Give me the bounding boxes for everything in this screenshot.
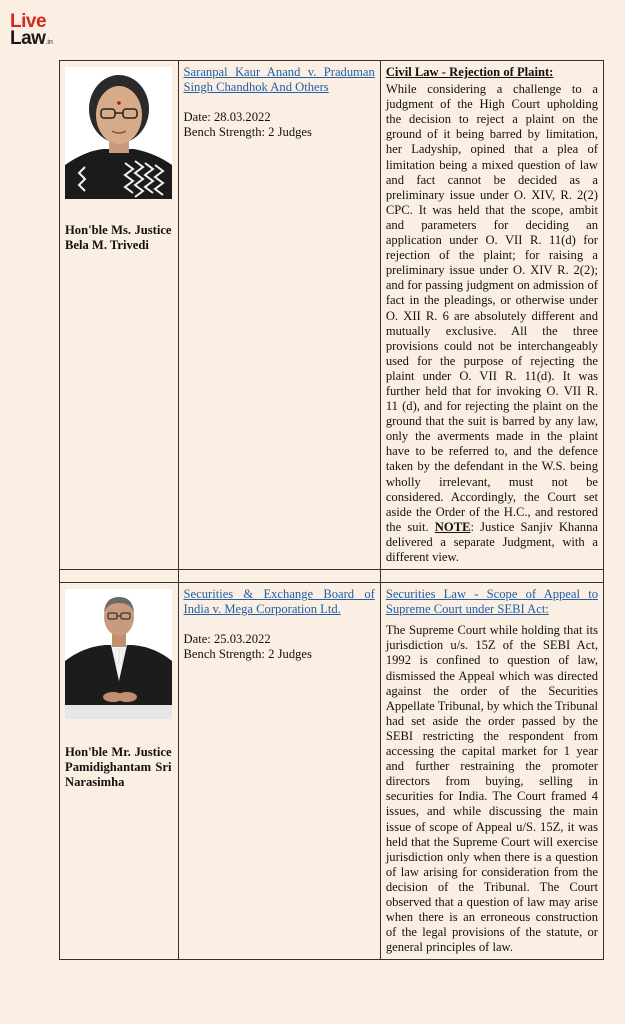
- judge-name: Hon'ble Ms. Justice Bela M. Trivedi: [65, 223, 172, 253]
- summary-text: While considering a challenge to a judgment of the High Court upholding the decision to reject a plaint on the ground of it being barred by limitation, her Ladyship, opined that a plea of limitation being a mixed question of law and fact cannot be decided as a preliminary issue under O. XIV, R. 2(2) CPC. It was held that the scope, ambit and parameters for deciding an application under O. VII R. 11(d) for rejection of the plaint; for raising a preliminary issue under O. XIV R. 2(2); and for passing judgment on admission of fact in the pleadings, or otherwise under O. XII R. 6 are absolutely different and mutually exclusive. All the three provisions could not be interchangeably used for the purpose of rejecting the plaint under O. VII R. 11(d). It was further held that for invoking O. VII R. 11 (d), and for rejecting the plaint on the ground that the suit is barred by any law, only the averments made in the plaint have to be referred to, and the defence taken by the defendant in the W.S. being wholly irrelevant, must not be considered. Accordingly, the Court set aside the Order of the H.C., and restored the suit.: [385, 82, 598, 534]
- case-date: Date: 28.03.2022: [183, 110, 271, 125]
- case-title-link[interactable]: Saranpal Kaur Anand v. Praduman Singh Chandhok And Others: [183, 65, 375, 95]
- bench-strength: Bench Strength: 2 Judges: [183, 125, 312, 140]
- case-date: Date: 25.03.2022: [183, 632, 271, 647]
- judge-cell: [60, 583, 179, 960]
- judge-name: Hon'ble Mr. Justice Pamidighantam Sri Narasimha: [65, 745, 172, 790]
- summary-cell: [380, 583, 603, 960]
- judge-portrait-image: [65, 589, 172, 719]
- summary-text: The Supreme Court while holding that its jurisdiction u/s. 15Z of the SEBI Act, 1992 is confined to question of law, dismissed the Appeal which was directed against the order of the Securities Appellate Tribunal, by which the Tribunal had set aside the order passed by the SEBI restricting the respondent from accessing the capital market for 1 year and further restraining the promoter directors from buying, selling in securities for India. The Court framed 4 issues, and while discussing the main issue of scope of Appeal u/S. 15Z, it was held that the Supreme Court will exercise jurisdiction only when there is a question of law arising for consideration from the decision of the Tribunal. The Court observed that a question of law may arise when there is an erroneous construction of the legal provisions of the statute, or general principles of law.: [385, 623, 598, 955]
- summary-heading-link[interactable]: Securities Law - Scope of Appeal to Supreme Court under SEBI Act:: [385, 587, 598, 617]
- note-text: : Justice Sanjiv Khanna delivered a separate Judgment, with a different view.: [385, 519, 598, 564]
- judge-cell: [60, 61, 179, 570]
- bench-strength: Bench Strength: 2 Judges: [183, 647, 312, 662]
- note-label: NOTE: [434, 519, 471, 534]
- case-info-cell: [178, 583, 380, 960]
- judgments-table: [59, 60, 604, 960]
- logo-law-text: Law: [10, 28, 46, 49]
- summary-cell: [380, 61, 603, 570]
- summary-heading: Civil Law - Rejection of Plaint:: [385, 65, 554, 79]
- case-info-cell: [178, 61, 380, 570]
- spacer-cell: [178, 570, 380, 583]
- logo-live-text: Live: [10, 11, 47, 32]
- table-spacer-row: [60, 570, 604, 583]
- spacer-cell: [380, 570, 603, 583]
- table-row: [60, 583, 604, 960]
- judge-portrait-image: [65, 67, 172, 199]
- table-row: [60, 61, 604, 570]
- spacer-cell: [60, 570, 179, 583]
- logo-tld-text: .in: [45, 39, 53, 46]
- case-title-link[interactable]: Securities & Exchange Board of India v. Mega Corporation Ltd.: [183, 587, 375, 617]
- livelaw-logo[interactable]: [10, 11, 80, 54]
